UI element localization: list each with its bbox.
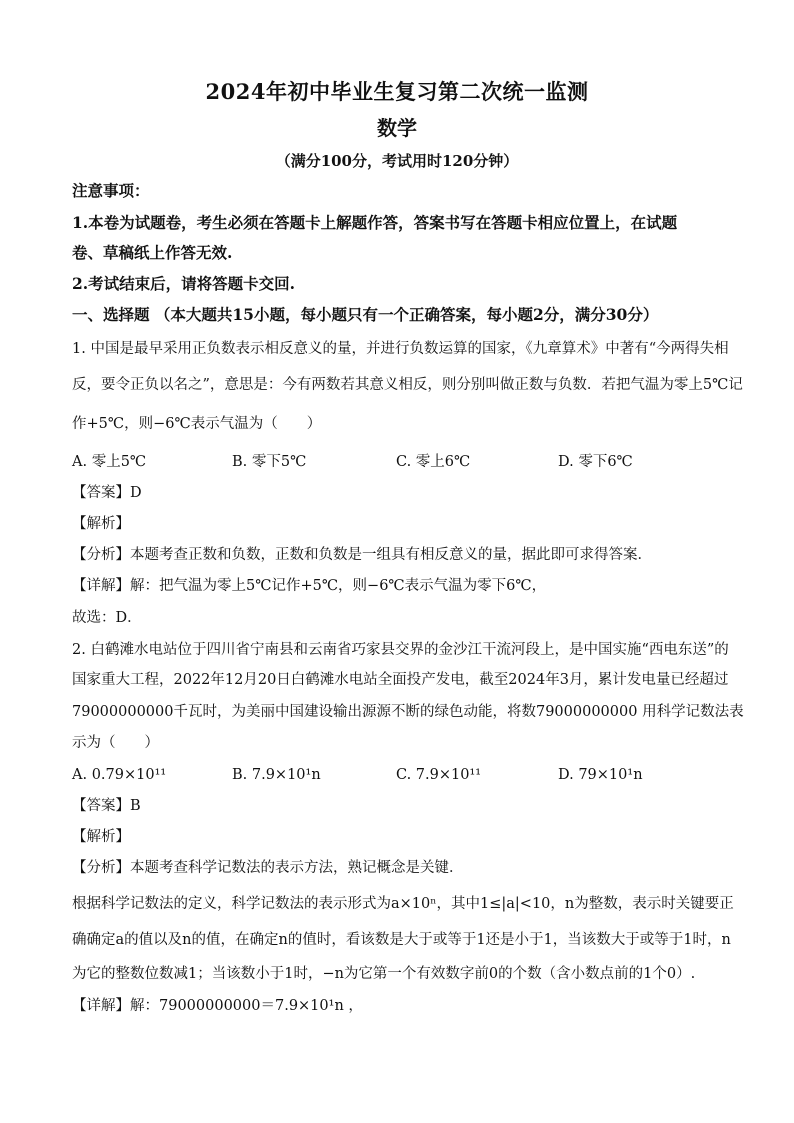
q2-option-a: A. 0.79×10¹¹	[72, 767, 167, 783]
q2-stem-line: 示为（ ）	[72, 735, 159, 751]
q1-stem-line: 1. 中国是最早采用正负数表示相反意义的量，并进行负数运算的国家，《九章算术》中著有“今两得失相	[72, 341, 729, 357]
q1-answer: 【答案】D	[72, 485, 142, 501]
q1-option-a: A. 零上5℃	[72, 454, 147, 470]
section-heading: 一、选择题 （本大题共15小题，每小题只有一个正确答案，每小题2分，满分30分）	[72, 305, 659, 324]
q1-option-d: D. 零下6℃	[558, 454, 633, 470]
notice-heading: 注意事项：	[72, 181, 150, 200]
q2-option-c: C. 7.9×10¹¹	[396, 767, 482, 783]
q1-option-b: B. 零下5℃	[232, 454, 307, 470]
q2-analysis: 【分析】本题考查科学记数法的表示方法，熟记概念是关键．	[72, 860, 464, 876]
notice-item: 卷、草稿纸上作答无效.	[72, 243, 233, 262]
q1-analysis: 【分析】本题考查正数和负数，正数和负数是一组具有相反意义的量，据此即可求得答案．	[72, 547, 652, 563]
q1-option-c: C. 零上6℃	[396, 454, 471, 470]
q1-detail: 【详解】解：把气温为零上5℃记作+5℃，则−6℃表示气温为零下6℃，	[72, 578, 547, 594]
q2-answer: 【答案】B	[72, 798, 141, 814]
notice-item: 2.考试结束后，请将答题卡交回.	[72, 274, 296, 293]
q1-stem-line: 作+5℃，则−6℃表示气温为（ ）	[72, 416, 322, 432]
q2-stem-line: 国家重大工程，2022年12月20日白鹤滩水电站全面投产发电，截至2024年3月，累计发电量已经超过	[72, 672, 729, 688]
q2-explain-line: 根据科学记数法的定义，科学记数法的表示形式为a×10ⁿ，其中1≤|a|<10，n为整数，表示时关键要正	[72, 896, 734, 912]
q2-option-d: D. 79×10¹n	[558, 767, 643, 783]
exam-title: 2024年初中毕业生复习第二次统一监测	[205, 79, 589, 104]
q2-detail: 【详解】解：79000000000＝7.9×10¹n ，	[72, 998, 363, 1014]
q2-explain-line: 确确定a的值以及n的值，在确定n的值时，看该数是大于或等于1还是小于1，当该数大于或等于1时，n	[72, 932, 731, 948]
q1-stem-line: 反，要令正负以名之”，意思是：今有两数若其意义相反，则分别叫做正数与负数．若把气温为零上5℃记	[72, 377, 743, 393]
notice-item: 1.本卷为试题卷，考生必须在答题卡上解题作答，答案书写在答题卡相应位置上，在试题	[72, 213, 678, 232]
exam-subtitle: （满分100分，考试用时120分钟）	[275, 152, 519, 170]
q1-analysis-label: 【解析】	[72, 516, 130, 532]
q2-analysis-label: 【解析】	[72, 829, 130, 845]
q1-conclusion: 故选：D．	[72, 610, 142, 626]
q2-stem-line: 2. 白鹤滩水电站位于四川省宁南县和云南省巧家县交界的金沙江干流河段上，是中国实施“西电东送”的	[72, 642, 729, 658]
subject-title: 数学	[377, 116, 417, 140]
q2-stem-line: 79000000000千瓦时，为美丽中国建设输出源源不断的绿色动能，将数79000000000 用科学记数法表	[72, 704, 744, 720]
q2-option-b: B. 7.9×10¹n	[232, 767, 321, 783]
q2-explain-line: 为它的整数位数减1；当该数小于1时，−n为它第一个有效数字前0的个数（含小数点前的1个0）.	[72, 966, 696, 982]
